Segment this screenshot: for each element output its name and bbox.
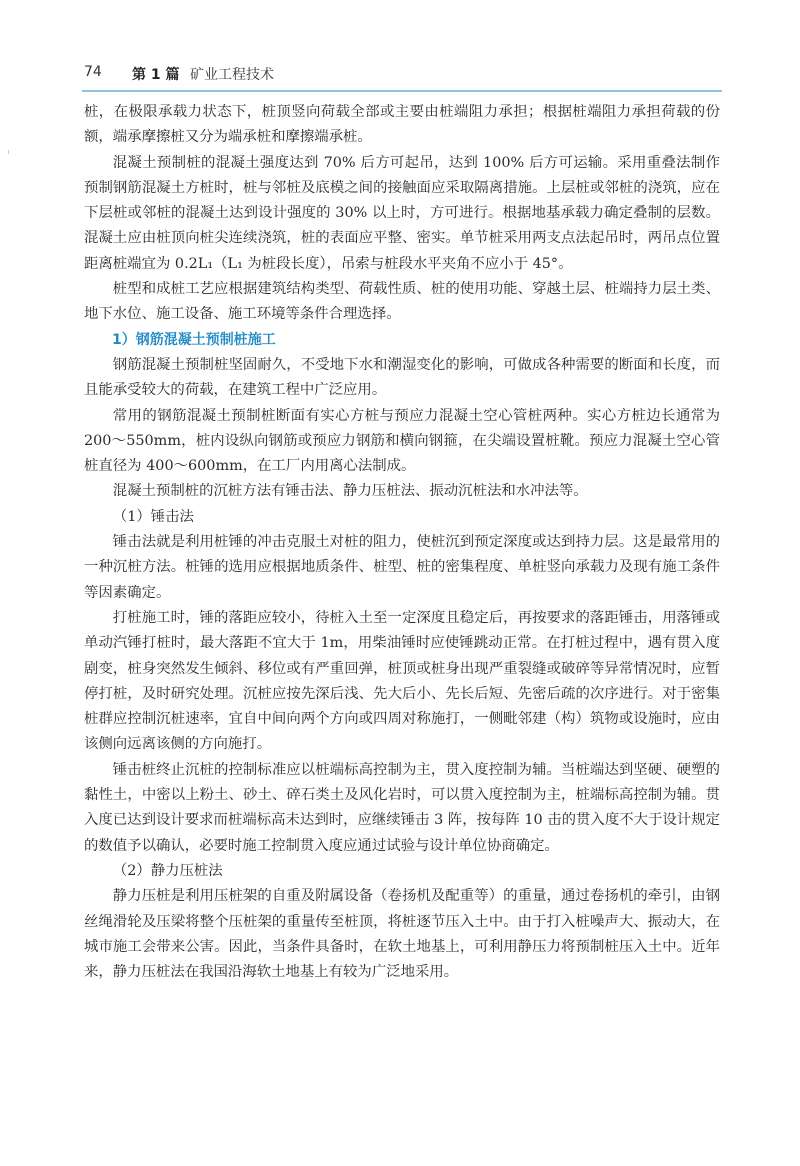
page-number: 74	[84, 64, 102, 80]
paragraph: 钢筋混凝土预制桩坚固耐久，不受地下水和潮湿变化的影响，可做成各种需要的断面和长度，而且能承受较大的荷载，在建筑工程中广泛应用。	[84, 356, 720, 399]
page-body	[84, 100, 720, 985]
section-heading: 1）钢筋混凝土预制桩施工	[112, 331, 276, 348]
paragraph: 混凝土预制桩的沉桩方法有锤击法、静力压桩法、振动沉桩法和水冲法等。	[112, 483, 588, 500]
scan-artifact	[8, 150, 9, 154]
header-divider	[82, 90, 722, 92]
part-title: 矿业工程技术	[190, 67, 274, 83]
method-heading: （1）锤击法	[112, 508, 194, 525]
method-heading: （2）静力压桩法	[112, 862, 223, 879]
paragraph: 混凝土预制桩的混凝土强度达到 70% 后方可起吊，达到 100% 后方可运输。采用重叠法制作预制钢筋混凝土方桩时，桩与邻桩及底模之间的接触面应采取隔离措施。上层桩或邻桩的浇筑，应在下层桩或邻桩的混凝土达到设计强度的 30% 以上时，方可进行。根据地基承载力确定叠制的层数。混凝土应由桩顶向桩尖连续浇筑，桩的表面应平整、密实。单节桩采用两支点法起吊时，两吊点位置距离桩端宜为 0.2L₁（L₁ 为桩段长度），吊索与桩段水平夹角不应小于 45°。	[84, 154, 720, 272]
paragraph: 常用的钢筋混凝土预制桩断面有实心方桩与预应力混凝土空心管桩两种。实心方桩边长通常为 200～550mm，桩内设纵向钢筋或预应力钢筋和横向钢箍，在尖端设置桩靴。预应力混凝土空心管桩直径为 400～600mm，在工厂内用离心法制成。	[84, 407, 720, 475]
paragraph: 打桩施工时，锤的落距应较小，待桩入土至一定深度且稳定后，再按要求的落距锤击，用落锤或单动汽锤打桩时，最大落距不宜大于 1m，用柴油锤时应使锤跳动正常。在打桩过程中，遇有贯入度剧变，桩身突然发生倾斜、移位或有严重回弹，桩顶或桩身出现严重裂缝或破碎等异常情况时，应暂停打桩，及时研究处理。沉桩应按先深后浅、先大后小、先长后短、先密后疏的次序进行。对于密集桩群应控制沉桩速率，宜自中间向两个方向或四周对称施打，一侧毗邻建（构）筑物或设施时，应由该侧向远离该侧的方向施打。	[84, 609, 720, 753]
paragraph: 锤击桩终止沉桩的控制标准应以桩端标高控制为主，贯入度控制为辅。当桩端达到坚硬、硬塑的黏性土，中密以上粉土、砂土、碎石类土及风化岩时，可以贯入度控制为主，桩端标高控制为辅。贯入度已达到设计要求而桩端标高未达到时，应继续锤击 3 阵，按每阵 10 击的贯入度不大于设计规定的数值予以确认，必要时施工控制贯入度应通过试验与设计单位协商确定。	[84, 761, 720, 854]
paragraph: 桩型和成桩工艺应根据建筑结构类型、荷载性质、桩的使用功能、穿越土层、桩端持力层土类、地下水位、施工设备、施工环境等条件合理选择。	[84, 281, 720, 323]
paragraph: 锤击法就是利用桩锤的冲击克服土对桩的阻力，使桩沉到预定深度或达到持力层。这是最常用的一种沉桩方法。桩锤的选用应根据地质条件、桩型、桩的密集程度、单桩竖向承载力及现有施工条件等因素确定。	[84, 534, 720, 601]
part-label: 第 1 篇	[132, 67, 180, 83]
paragraph: 静力压桩是利用压桩架的自重及附属设备（卷扬机及配重等）的重量，通过卷扬机的牵引，由钢丝绳滑轮及压梁将整个压桩架的重量传至桩顶，将桩逐节压入土中。由于打入桩噪声大、振动大，在城市施工会带来公害。因此，当条件具备时，在软土地基上，可利用静压力将预制桩压入土中。近年来，静力压桩法在我国沿海软土地基上有较为广泛地采用。	[84, 888, 720, 981]
paragraph: 桩，在极限承载力状态下，桩顶竖向荷载全部或主要由桩端阻力承担；根据桩端阻力承担荷载的份额，端承摩擦桩又分为端承桩和摩擦端承桩。	[84, 104, 720, 146]
